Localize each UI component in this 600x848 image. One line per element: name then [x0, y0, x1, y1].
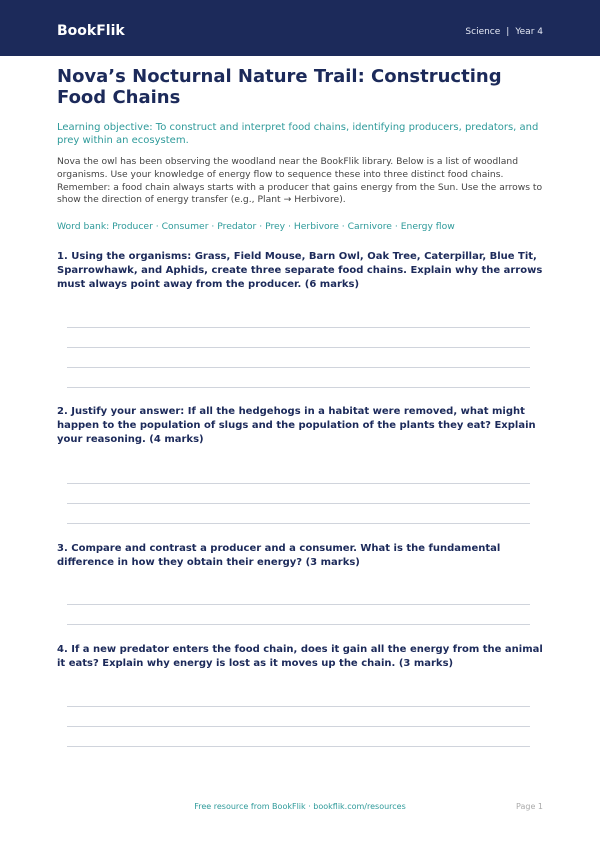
answer-line[interactable] [67, 327, 530, 328]
learning-objective: Learning objective: To construct and interpret food chains, identifying producers, predators, and prey within an ecosystem. [57, 122, 539, 146]
meta-separator: | [506, 27, 510, 37]
question-4: 4. If a new predator enters the food chain, does it gain all the energy from the animal it eats? Explain why energy is lost as it moves up the chain. (3 marks) [57, 644, 543, 669]
answer-line[interactable] [67, 483, 530, 484]
question-3: 3. Compare and contrast a producer and a consumer. What is the fundamental difference in how they obtain their energy? (3 marks) [57, 543, 501, 568]
answer-line[interactable] [67, 604, 530, 605]
page-number: Page 1 [516, 802, 543, 811]
answer-line[interactable] [67, 367, 530, 368]
question-1: 1. Using the organisms: Grass, Field Mouse, Barn Owl, Oak Tree, Caterpillar, Blue Tit, Sparrowhawk, and Aphids, create three separate food chains. Explain why the arrows must always point away from the producer. (6 marks) [57, 251, 543, 290]
intro-paragraph: Nova the owl has been observing the woodland near the BookFlik library. Below is a list of woodland organisms. Use your knowledge of energy flow to sequence these into three distinct food chains. Remember: a food chain always starts with a producer that gains energy from the Sun. Use the arrows to show the direction of energy transfer (e.g., Plant → Herbivore). [57, 156, 543, 206]
brand-logo: BookFlik [57, 23, 125, 39]
answer-line[interactable] [67, 706, 530, 707]
answer-line[interactable] [67, 726, 530, 727]
subject-label: Science [465, 27, 501, 37]
word-bank: Word bank: Producer · Consumer · Predator · Prey · Herbivore · Carnivore · Energy flow [57, 221, 455, 232]
question-2: 2. Justify your answer: If all the hedgehogs in a habitat were removed, what might happen to the population of slugs and the population of the plants they eat? Explain your reasoning. (4 marks) [57, 406, 536, 445]
subject-year [465, 27, 543, 37]
footer-credit: Free resource from BookFlik · bookflik.com/resources [194, 802, 406, 811]
year-label: Year 4 [515, 27, 543, 37]
answer-line[interactable] [67, 746, 530, 747]
worksheet-title: Nova’s Nocturnal Nature Trail: Constructing Food Chains [57, 66, 502, 108]
header-bar [0, 0, 600, 56]
answer-line[interactable] [67, 523, 530, 524]
answer-line[interactable] [67, 503, 530, 504]
answer-line[interactable] [67, 347, 530, 348]
answer-line[interactable] [67, 624, 530, 625]
answer-line[interactable] [67, 387, 530, 388]
